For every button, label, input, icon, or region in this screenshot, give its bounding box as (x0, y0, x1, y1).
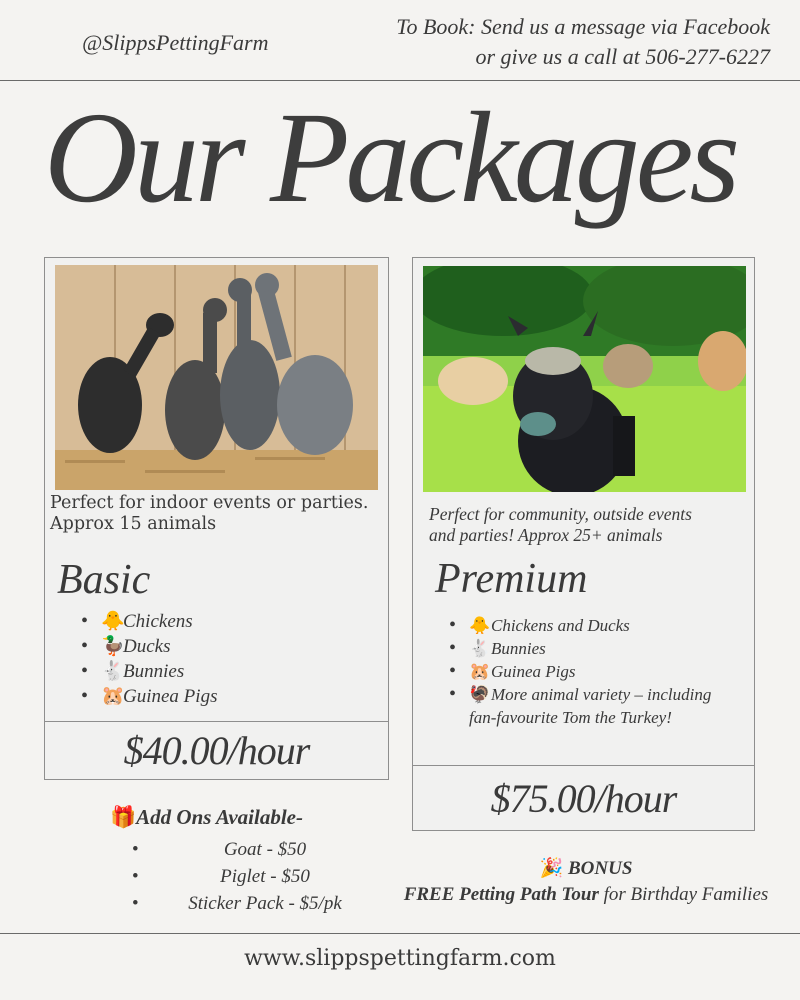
bonus-rest: for Birthday Families (598, 884, 769, 905)
list-item-label: Bunnies (123, 661, 185, 682)
goats-photo (423, 266, 746, 492)
basic-tier-name: Basic (57, 557, 151, 603)
premium-price: $75.00/hour (413, 765, 754, 830)
rabbit-icon: 🐇 (469, 639, 491, 658)
basic-price: $40.00/hour (45, 721, 388, 779)
addons-title (110, 805, 390, 830)
addons-title-text: Add Ons Available- (136, 805, 303, 829)
list-item (443, 683, 723, 729)
booking-line-1: To Book: Send us a message via Facebook (396, 14, 770, 39)
hamster-icon: 🐹 (101, 686, 125, 707)
basic-desc-line-1: Perfect for indoor events or parties. (50, 493, 369, 513)
bonus-detail (386, 882, 786, 908)
duck-icon: 🦆 (101, 636, 125, 657)
list-item: • Sticker Pack - $5/pk (110, 890, 390, 917)
chick-icon: 🐥 (101, 611, 125, 632)
list-item-label: Chickens (123, 611, 193, 632)
list-item-label: Bunnies (491, 639, 546, 658)
basic-package-card (44, 257, 389, 780)
basic-desc-line-2: Approx 15 animals (50, 514, 217, 534)
list-item-label: Ducks (123, 636, 171, 657)
rabbit-icon: 🐇 (101, 661, 125, 682)
social-handle: @SlippsPettingFarm (82, 30, 269, 55)
footer-divider (0, 933, 800, 934)
list-item (75, 684, 217, 709)
premium-description (429, 504, 692, 546)
bonus-title-text: BONUS (568, 858, 633, 879)
list-item-label: Guinea Pigs (123, 686, 218, 707)
website-link[interactable]: www.slippspettingfarm.com (244, 946, 556, 971)
premium-animal-list (443, 614, 723, 729)
premium-tier-name: Premium (435, 556, 588, 602)
premium-desc-line-1: Perfect for community, outside events (429, 504, 692, 524)
list-item (443, 660, 723, 683)
party-popper-icon: 🎉 (539, 858, 564, 879)
basic-description (50, 493, 368, 535)
addons-list (110, 836, 390, 917)
turkey-icon: 🦃 (469, 685, 491, 704)
list-item: • Goat - $50 (110, 836, 390, 863)
booking-info (350, 12, 770, 72)
addons-section (110, 805, 390, 917)
ducks-photo (55, 265, 378, 490)
list-item-label: More animal variety – including fan-favourite Tom the Turkey! (469, 685, 712, 727)
list-item (75, 634, 217, 659)
list-item (75, 659, 217, 684)
gift-icon: 🎁 (110, 805, 137, 829)
list-item-label: Guinea Pigs (491, 662, 576, 681)
list-item (443, 614, 723, 637)
premium-desc-line-2: and parties! Approx 25+ animals (429, 525, 663, 545)
page-title: Our Packages (44, 86, 737, 230)
bonus-emph: FREE Petting Path Tour (403, 884, 599, 905)
chick-icon: 🐥 (469, 616, 491, 635)
bonus-section (386, 856, 786, 908)
bonus-title (386, 856, 786, 882)
hamster-icon: 🐹 (469, 662, 491, 681)
basic-animal-list (75, 609, 217, 709)
list-item-label: Chickens and Ducks (491, 616, 630, 635)
list-item: • Piglet - $50 (110, 863, 390, 890)
list-item (75, 609, 217, 634)
premium-package-card (412, 257, 755, 831)
list-item (443, 637, 723, 660)
booking-line-2: or give us a call at 506-277-6227 (475, 44, 770, 69)
